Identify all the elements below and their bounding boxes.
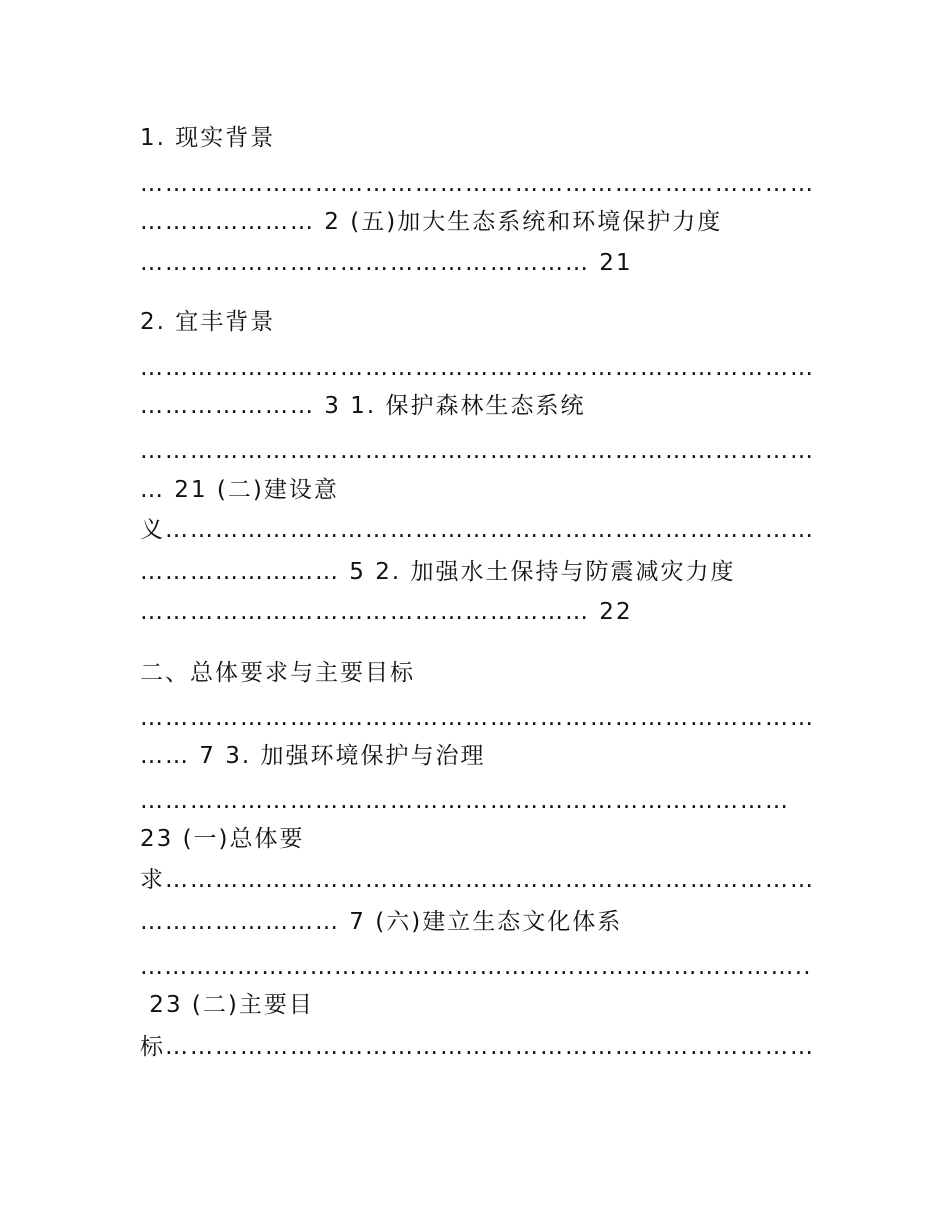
- toc-line-9: … 21 (二)建设意: [140, 477, 339, 503]
- toc-line-14: ………………………………………………………………………: [140, 705, 815, 731]
- toc-line-21: 23 (二)主要目: [140, 992, 314, 1018]
- toc-line-6: ………………………………………………………………………: [140, 355, 815, 381]
- toc-line-22: 标……………………………………………………………………: [140, 1034, 815, 1060]
- toc-line-11: …………………… 5 2. 加强水土保持与防震减灾力度: [140, 559, 736, 585]
- toc-line-3: ………………… 2 (五)加大生态系统和环境保护力度: [140, 209, 723, 235]
- toc-line-19: …………………… 7 (六)建立生态文化体系: [140, 909, 623, 935]
- toc-line-17: 23 (一)总体要: [140, 826, 305, 852]
- toc-line-20: ………………………………………………………………………..: [140, 954, 812, 980]
- toc-line-4: ……………………………………………… 21: [140, 250, 633, 276]
- toc-line-8: ………………………………………………………………………: [140, 438, 815, 464]
- toc-line-13: 二、总体要求与主要目标: [140, 660, 415, 686]
- toc-line-2: ………………………………………………………………………: [140, 171, 815, 197]
- toc-line-18: 求……………………………………………………………………: [140, 867, 815, 893]
- toc-line-5: 2. 宜丰背景: [140, 309, 276, 335]
- toc-line-7: ………………… 3 1. 保护森林生态系统: [140, 393, 586, 419]
- toc-line-12: ……………………………………………… 22: [140, 599, 633, 625]
- toc-line-10: 义……………………………………………………………………: [140, 517, 815, 543]
- toc-line-16: ……………………………………………………………………: [140, 788, 790, 814]
- toc-line-1: 1. 现实背景: [140, 125, 276, 151]
- toc-line-15: …… 7 3. 加强环境保护与治理: [140, 743, 486, 769]
